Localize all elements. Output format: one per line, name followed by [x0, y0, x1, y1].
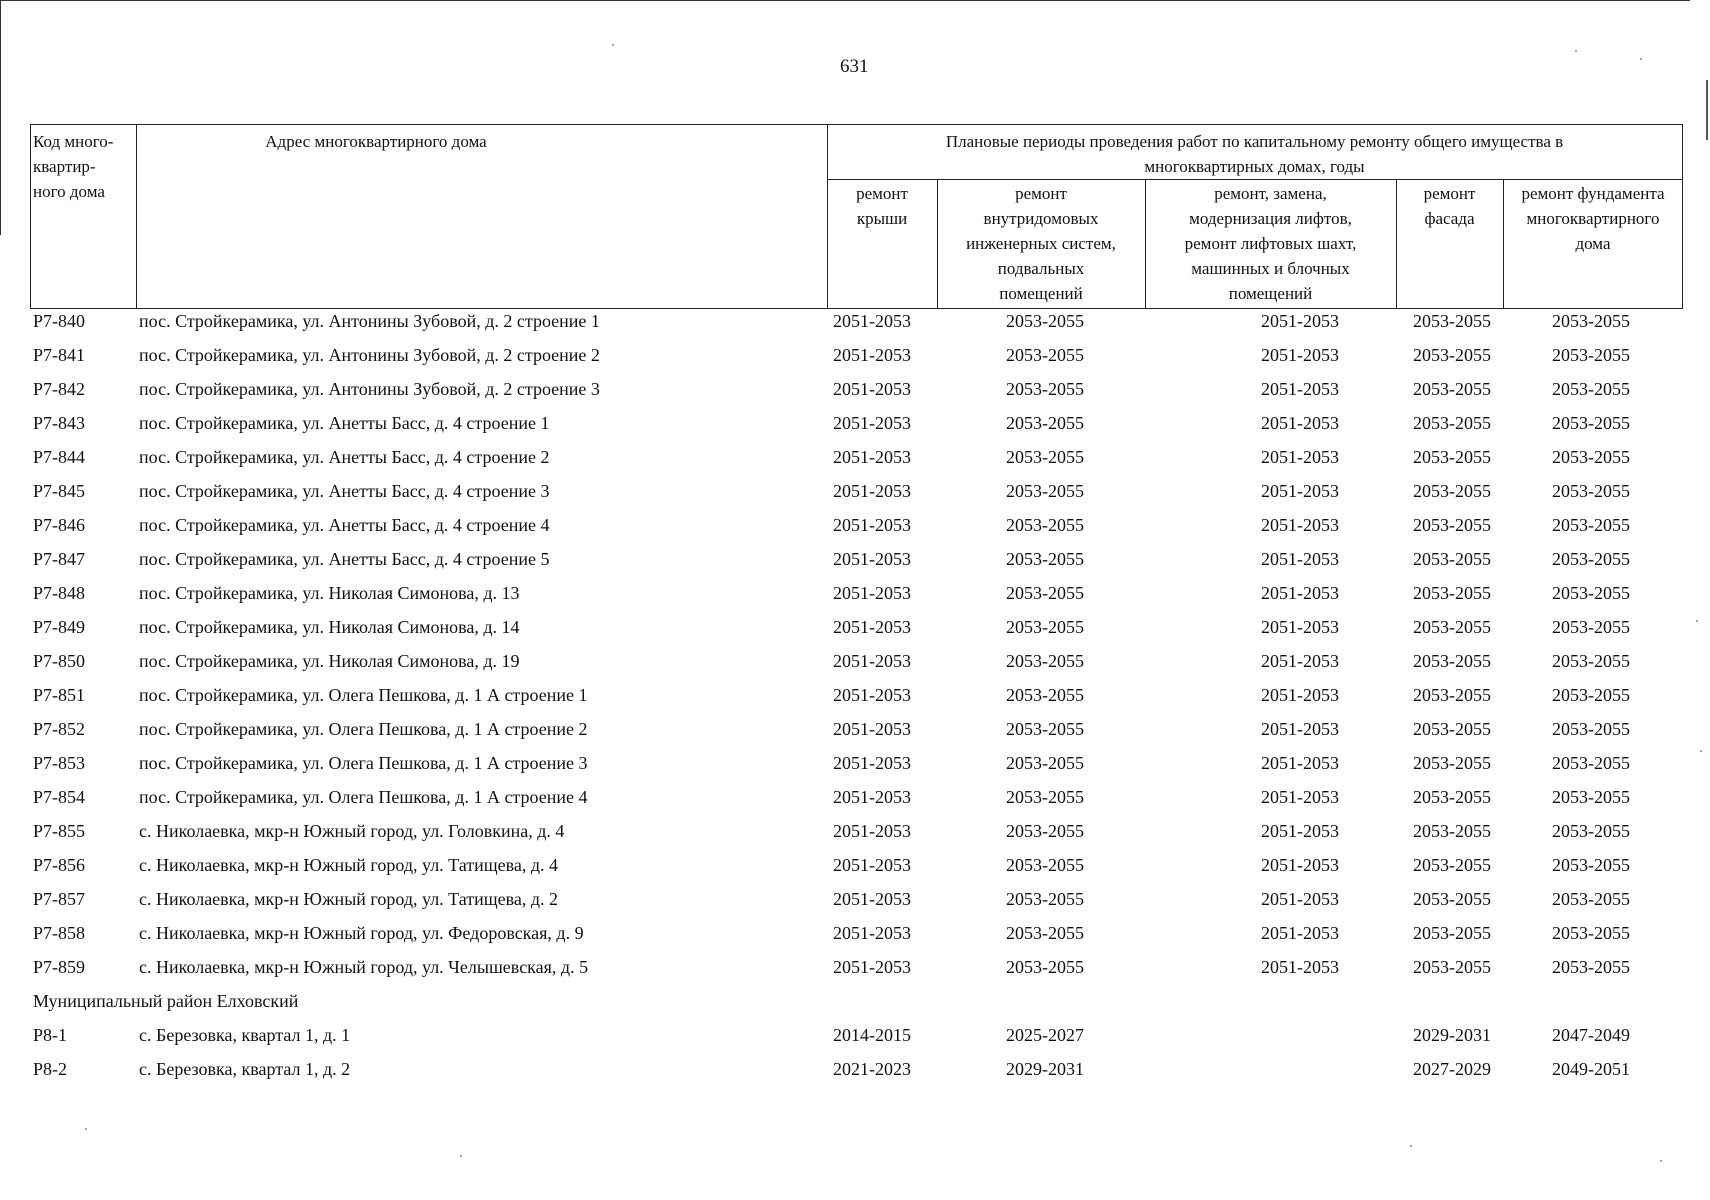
- table-row: [30, 547, 1683, 581]
- cell-roof: 2051-2053: [833, 855, 911, 875]
- cell-roof: 2051-2053: [833, 685, 911, 705]
- table-row: [30, 751, 1683, 785]
- cell-code: Р7-840: [33, 311, 86, 331]
- cell-lifts: 2051-2053: [1261, 549, 1339, 569]
- cell-foundation: 2049-2051: [1552, 1059, 1630, 1079]
- cell-lifts: 2051-2053: [1261, 923, 1339, 943]
- header-foundation: [1503, 181, 1683, 256]
- header-group-divider: [827, 179, 1683, 180]
- cell-engineering: 2053-2055: [1006, 651, 1084, 671]
- cell-engineering: 2053-2055: [1006, 787, 1084, 807]
- header-code: [33, 129, 133, 204]
- cell-engineering: 2053-2055: [1006, 753, 1084, 773]
- cell-address: с. Николаевка, мкр-н Южный город, ул. Головкина, д. 4: [139, 821, 565, 841]
- cell-lifts: 2051-2053: [1261, 481, 1339, 501]
- cell-engineering: 2053-2055: [1006, 685, 1084, 705]
- header-foundation-line: ремонт фундамента: [1521, 184, 1665, 203]
- cell-engineering: 2053-2055: [1006, 957, 1084, 977]
- table-row: [30, 479, 1683, 513]
- cell-code: Р8-1: [33, 1025, 68, 1045]
- header-lifts-line: машинных и блочных: [1191, 259, 1350, 278]
- cell-address: пос. Стройкерамика, ул. Олега Пешкова, д. 1 А строение 3: [139, 753, 588, 773]
- table-row: [30, 1023, 1683, 1057]
- cell-facade: 2053-2055: [1413, 685, 1491, 705]
- cell-foundation: 2053-2055: [1552, 549, 1630, 569]
- cell-foundation: 2053-2055: [1552, 923, 1630, 943]
- scan-speck: [1696, 620, 1698, 622]
- header-facade-line: ремонт: [1423, 184, 1476, 203]
- header-code-line: ного дома: [33, 182, 105, 201]
- cell-engineering: 2053-2055: [1006, 855, 1084, 875]
- cell-facade: 2053-2055: [1413, 345, 1491, 365]
- cell-roof: 2051-2053: [833, 957, 911, 977]
- cell-foundation: 2047-2049: [1552, 1025, 1630, 1045]
- cell-roof: 2051-2053: [833, 583, 911, 603]
- cell-address: с. Березовка, квартал 1, д. 1: [139, 1025, 351, 1045]
- cell-address: пос. Стройкерамика, ул. Анетты Басс, д. 4 строение 3: [139, 481, 550, 501]
- cell-foundation: 2053-2055: [1552, 379, 1630, 399]
- header-lifts-line: помещений: [1228, 284, 1313, 303]
- cell-engineering: 2053-2055: [1006, 923, 1084, 943]
- cell-address: с. Николаевка, мкр-н Южный город, ул. Татищева, д. 4: [139, 855, 559, 875]
- cell-code: Р7-856: [33, 855, 86, 875]
- page-number: 631: [840, 56, 869, 77]
- cell-foundation: 2053-2055: [1552, 787, 1630, 807]
- cell-code: Р7-842: [33, 379, 86, 399]
- table-row: [30, 1057, 1683, 1091]
- cell-facade: 2053-2055: [1413, 651, 1491, 671]
- cell-address: пос. Стройкерамика, ул. Анетты Басс, д. 4 строение 5: [139, 549, 550, 569]
- cell-address: пос. Стройкерамика, ул. Анетты Басс, д. 4 строение 1: [139, 413, 550, 433]
- cell-lifts: 2051-2053: [1261, 889, 1339, 909]
- cell-engineering: 2053-2055: [1006, 617, 1084, 637]
- header-roof-line: крыши: [856, 209, 908, 228]
- cell-address: пос. Стройкерамика, ул. Антонины Зубовой, д. 2 строение 3: [139, 379, 600, 399]
- cell-foundation: 2053-2055: [1552, 617, 1630, 637]
- cell-address: пос. Стройкерамика, ул. Олега Пешкова, д. 1 А строение 1: [139, 685, 588, 705]
- cell-facade: 2027-2029: [1413, 1059, 1491, 1079]
- cell-roof: 2051-2053: [833, 481, 911, 501]
- cell-roof: 2051-2053: [833, 447, 911, 467]
- cell-facade: 2053-2055: [1413, 481, 1491, 501]
- cell-foundation: 2053-2055: [1552, 311, 1630, 331]
- cell-address: пос. Стройкерамика, ул. Николая Симонова, д. 14: [139, 617, 520, 637]
- cell-code: Р7-859: [33, 957, 86, 977]
- scan-speck: [1575, 50, 1577, 52]
- cell-foundation: 2053-2055: [1552, 685, 1630, 705]
- cell-code: Р7-851: [33, 685, 86, 705]
- cell-lifts: 2051-2053: [1261, 515, 1339, 535]
- cell-code: Р7-843: [33, 413, 86, 433]
- cell-roof: 2051-2053: [833, 311, 911, 331]
- scan-speck: [1410, 1145, 1412, 1147]
- cell-facade: 2053-2055: [1413, 515, 1491, 535]
- cell-address: пос. Стройкерамика, ул. Николая Симонова, д. 19: [139, 651, 520, 671]
- cell-address: пос. Стройкерамика, ул. Анетты Басс, д. 4 строение 4: [139, 515, 550, 535]
- table-header: [30, 124, 1683, 309]
- cell-facade: 2053-2055: [1413, 311, 1491, 331]
- cell-code: Р8-2: [33, 1059, 68, 1079]
- table-row: [30, 853, 1683, 887]
- scan-speck: [1700, 750, 1702, 752]
- cell-roof: 2051-2053: [833, 753, 911, 773]
- table-row: [30, 513, 1683, 547]
- cell-foundation: 2053-2055: [1552, 651, 1630, 671]
- cell-lifts: 2051-2053: [1261, 685, 1339, 705]
- table-row: [30, 785, 1683, 819]
- header-lifts-line: ремонт лифтовых шахт,: [1184, 234, 1357, 253]
- cell-facade: 2053-2055: [1413, 617, 1491, 637]
- cell-roof: 2051-2053: [833, 923, 911, 943]
- cell-address: пос. Стройкерамика, ул. Николая Симонова, д. 13: [139, 583, 520, 603]
- cell-address: пос. Стройкерамика, ул. Анетты Басс, д. 4 строение 2: [139, 447, 550, 467]
- table-row: [30, 921, 1683, 955]
- table-row: [30, 309, 1683, 343]
- cell-foundation: 2053-2055: [1552, 855, 1630, 875]
- header-periods-line: многоквартирных домах, годы: [1144, 157, 1365, 176]
- scan-speck: [460, 1155, 462, 1157]
- table-row: [30, 887, 1683, 921]
- header-foundation-line: дома: [1575, 234, 1611, 253]
- cell-foundation: 2053-2055: [1552, 719, 1630, 739]
- header-foundation-line: многоквартирного: [1526, 209, 1660, 228]
- cell-roof: 2014-2015: [833, 1025, 911, 1045]
- header-periods-group: [827, 129, 1682, 179]
- header-lifts-line: модернизация лифтов,: [1189, 209, 1352, 228]
- cell-lifts: 2051-2053: [1261, 821, 1339, 841]
- header-periods-line: Плановые периоды проведения работ по капитальному ремонту общего имущества в: [945, 132, 1564, 151]
- cell-lifts: 2051-2053: [1261, 753, 1339, 773]
- header-engineering: [937, 181, 1145, 306]
- scan-speck: [612, 44, 614, 46]
- cell-engineering: 2025-2027: [1006, 1025, 1084, 1045]
- cell-roof: 2051-2053: [833, 719, 911, 739]
- cell-address: пос. Стройкерамика, ул. Олега Пешкова, д. 1 А строение 2: [139, 719, 588, 739]
- cell-code: Р7-850: [33, 651, 86, 671]
- cell-address: с. Николаевка, мкр-н Южный город, ул. Татищева, д. 2: [139, 889, 559, 909]
- header-engineering-line: ремонт: [1015, 184, 1067, 203]
- cell-code: Р7-852: [33, 719, 86, 739]
- cell-foundation: 2053-2055: [1552, 447, 1630, 467]
- cell-address: с. Березовка, квартал 1, д. 2: [139, 1059, 351, 1079]
- cell-code: Р7-858: [33, 923, 86, 943]
- cell-facade: 2053-2055: [1413, 549, 1491, 569]
- cell-lifts: 2051-2053: [1261, 957, 1339, 977]
- cell-facade: 2053-2055: [1413, 957, 1491, 977]
- scan-speck: [1660, 1160, 1662, 1162]
- page-left-border: [0, 0, 1, 235]
- table-row: [30, 717, 1683, 751]
- cell-lifts: 2051-2053: [1261, 855, 1339, 875]
- cell-foundation: 2053-2055: [1552, 753, 1630, 773]
- cell-foundation: 2053-2055: [1552, 345, 1630, 365]
- cell-lifts: 2051-2053: [1261, 583, 1339, 603]
- header-roof-line: ремонт: [856, 184, 908, 203]
- section-title: Муниципальный район Елховский: [33, 991, 299, 1011]
- cell-foundation: 2053-2055: [1552, 583, 1630, 603]
- cell-foundation: 2053-2055: [1552, 515, 1630, 535]
- cell-address: с. Николаевка, мкр-н Южный город, ул. Челышевская, д. 5: [139, 957, 589, 977]
- cell-code: Р7-847: [33, 549, 86, 569]
- cell-lifts: 2051-2053: [1261, 413, 1339, 433]
- cell-roof: 2051-2053: [833, 549, 911, 569]
- header-roof: [827, 181, 937, 231]
- cell-facade: 2053-2055: [1413, 889, 1491, 909]
- cell-code: Р7-854: [33, 787, 86, 807]
- cell-engineering: 2053-2055: [1006, 889, 1084, 909]
- table-row: [30, 955, 1683, 989]
- cell-roof: 2051-2053: [833, 345, 911, 365]
- cell-lifts: 2051-2053: [1261, 379, 1339, 399]
- cell-foundation: 2053-2055: [1552, 481, 1630, 501]
- cell-lifts: 2051-2053: [1261, 345, 1339, 365]
- table-row: [30, 445, 1683, 479]
- header-lifts-line: ремонт, замена,: [1214, 184, 1327, 203]
- cell-roof: 2051-2053: [833, 515, 911, 535]
- header-engineering-line: внутридомовых: [983, 209, 1099, 228]
- table-row: [30, 581, 1683, 615]
- cell-code: Р7-844: [33, 447, 86, 467]
- cell-engineering: 2053-2055: [1006, 821, 1084, 841]
- cell-engineering: 2053-2055: [1006, 719, 1084, 739]
- cell-facade: 2053-2055: [1413, 413, 1491, 433]
- header-engineering-line: помещений: [999, 284, 1083, 303]
- cell-lifts: 2051-2053: [1261, 447, 1339, 467]
- header-address: Адрес многоквартирного дома: [265, 132, 487, 151]
- cell-engineering: 2053-2055: [1006, 345, 1084, 365]
- cell-address: пос. Стройкерамика, ул. Антонины Зубовой, д. 2 строение 1: [139, 311, 600, 331]
- cell-facade: 2053-2055: [1413, 821, 1491, 841]
- table-row: [30, 819, 1683, 853]
- cell-roof: 2051-2053: [833, 413, 911, 433]
- cell-code: Р7-846: [33, 515, 86, 535]
- cell-code: Р7-857: [33, 889, 86, 909]
- cell-roof: 2051-2053: [833, 787, 911, 807]
- cell-engineering: 2053-2055: [1006, 583, 1084, 603]
- cell-facade: 2053-2055: [1413, 855, 1491, 875]
- cell-code: Р7-853: [33, 753, 86, 773]
- cell-address: пос. Стройкерамика, ул. Антонины Зубовой, д. 2 строение 2: [139, 345, 600, 365]
- cell-lifts: 2051-2053: [1261, 311, 1339, 331]
- cell-code: Р7-845: [33, 481, 86, 501]
- cell-foundation: 2053-2055: [1552, 821, 1630, 841]
- header-facade: [1396, 181, 1503, 231]
- cell-facade: 2053-2055: [1413, 447, 1491, 467]
- cell-engineering: 2053-2055: [1006, 447, 1084, 467]
- cell-lifts: 2051-2053: [1261, 617, 1339, 637]
- cell-facade: 2053-2055: [1413, 753, 1491, 773]
- cell-facade: 2053-2055: [1413, 379, 1491, 399]
- cell-foundation: 2053-2055: [1552, 957, 1630, 977]
- header-engineering-line: инженерных систем,: [966, 234, 1116, 253]
- cell-address: пос. Стройкерамика, ул. Олега Пешкова, д. 1 А строение 4: [139, 787, 588, 807]
- cell-facade: 2053-2055: [1413, 923, 1491, 943]
- cell-lifts: 2051-2053: [1261, 719, 1339, 739]
- page-top-border: [0, 0, 1690, 1]
- scan-speck: [1640, 58, 1642, 60]
- cell-code: Р7-848: [33, 583, 86, 603]
- cell-facade: 2053-2055: [1413, 583, 1491, 603]
- cell-engineering: 2053-2055: [1006, 379, 1084, 399]
- cell-engineering: 2053-2055: [1006, 515, 1084, 535]
- header-engineering-line: подвальных: [997, 259, 1085, 278]
- cell-lifts: 2051-2053: [1261, 787, 1339, 807]
- table-row: [30, 411, 1683, 445]
- scan-edge-mark: [1706, 80, 1708, 140]
- cell-address: с. Николаевка, мкр-н Южный город, ул. Федоровская, д. 9: [139, 923, 584, 943]
- table-row: [30, 649, 1683, 683]
- cell-engineering: 2053-2055: [1006, 481, 1084, 501]
- header-border-left: [30, 125, 31, 308]
- cell-facade: 2053-2055: [1413, 787, 1491, 807]
- cell-engineering: 2029-2031: [1006, 1059, 1084, 1079]
- cell-code: Р7-849: [33, 617, 86, 637]
- cell-foundation: 2053-2055: [1552, 889, 1630, 909]
- table-row: [30, 615, 1683, 649]
- cell-engineering: 2053-2055: [1006, 549, 1084, 569]
- cell-roof: 2051-2053: [833, 379, 911, 399]
- cell-roof: 2051-2053: [833, 651, 911, 671]
- cell-roof: 2051-2053: [833, 889, 911, 909]
- header-lifts: [1145, 181, 1396, 306]
- table-row: [30, 683, 1683, 717]
- cell-engineering: 2053-2055: [1006, 413, 1084, 433]
- header-facade-line: фасада: [1424, 209, 1475, 228]
- cell-roof: 2051-2053: [833, 617, 911, 637]
- cell-engineering: 2053-2055: [1006, 311, 1084, 331]
- cell-roof: 2021-2023: [833, 1059, 911, 1079]
- header-code-line: Код много-: [33, 132, 114, 151]
- cell-roof: 2051-2053: [833, 821, 911, 841]
- cell-foundation: 2053-2055: [1552, 413, 1630, 433]
- table-row: [30, 377, 1683, 411]
- cell-code: Р7-855: [33, 821, 86, 841]
- cell-facade: 2053-2055: [1413, 719, 1491, 739]
- cell-lifts: 2051-2053: [1261, 651, 1339, 671]
- cell-facade: 2029-2031: [1413, 1025, 1491, 1045]
- table-row: [30, 343, 1683, 377]
- header-code-line: квартир-: [33, 157, 96, 176]
- cell-code: Р7-841: [33, 345, 86, 365]
- scan-speck: [85, 1128, 87, 1130]
